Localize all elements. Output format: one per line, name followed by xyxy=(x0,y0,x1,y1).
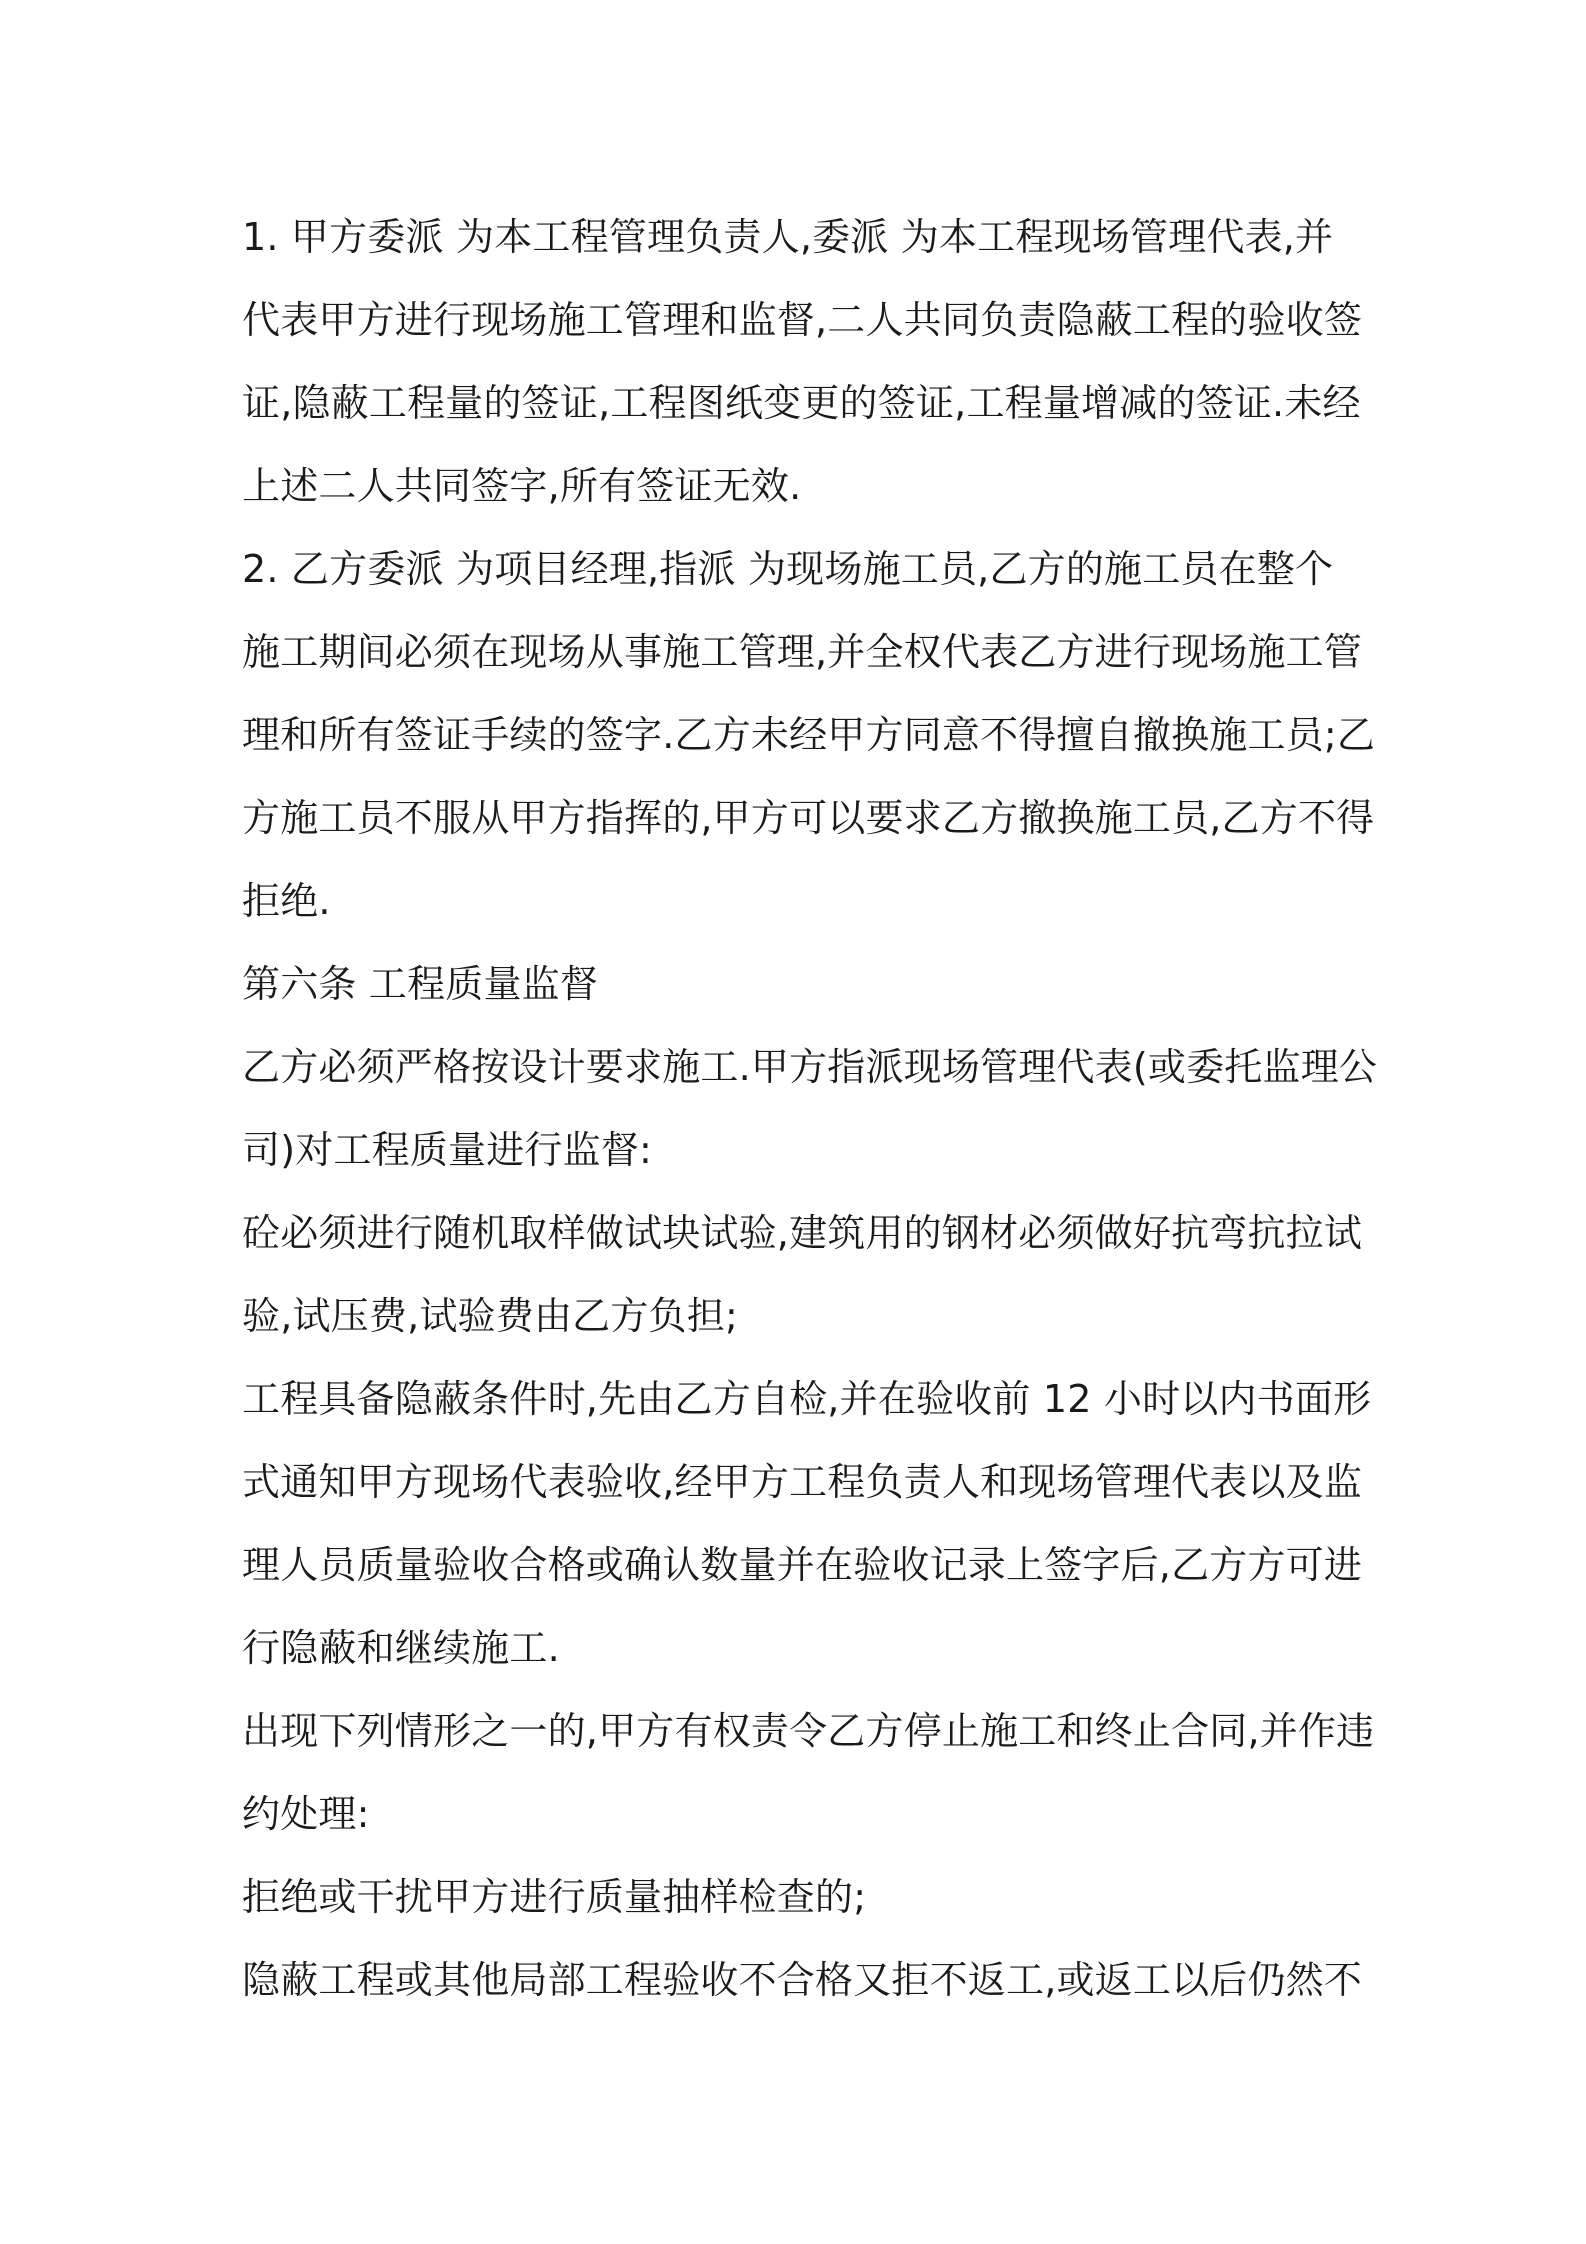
text-line: 式通知甲方现场代表验收,经甲方工程负责人和现场管理代表以及监 xyxy=(242,1460,1363,1504)
text-line: 工程具备隐蔽条件时,先由乙方自检,并在验收前 12 小时以内书面形 xyxy=(242,1377,1372,1421)
document-body xyxy=(242,196,1378,2022)
text-line: 代表甲方进行现场施工管理和监督,二人共同负责隐蔽工程的验收签 xyxy=(242,298,1363,342)
text-line: 出现下列情形之一的,甲方有权责令乙方停止施工和终止合同,并作违 xyxy=(242,1709,1375,1753)
text-line: 1. 甲方委派 为本工程管理负责人,委派 为本工程现场管理代表,并 xyxy=(242,215,1334,259)
text-line: 拒绝. xyxy=(242,879,331,923)
text-line: 施工期间必须在现场从事施工管理,并全权代表乙方进行现场施工管 xyxy=(242,630,1363,674)
text-line: 验,试压费,试验费由乙方负担; xyxy=(242,1294,738,1338)
text-line: 行隐蔽和继续施工. xyxy=(242,1626,560,1670)
text-line: 上述二人共同签字,所有签证无效. xyxy=(242,464,802,508)
text-line: 约处理: xyxy=(242,1792,370,1836)
text-line: 理和所有签证手续的签字.乙方未经甲方同意不得擅自撤换施工员;乙 xyxy=(242,713,1376,757)
text-line: 证,隐蔽工程量的签证,工程图纸变更的签证,工程量增减的签证.未经 xyxy=(242,381,1361,425)
text-line: 方施工员不服从甲方指挥的,甲方可以要求乙方撤换施工员,乙方不得 xyxy=(242,796,1375,840)
section-heading: 第六条 工程质量监督 xyxy=(242,962,599,1006)
text-line: 砼必须进行随机取样做试块试验,建筑用的钢材必须做好抗弯抗拉试 xyxy=(242,1211,1363,1255)
text-line: 理人员质量验收合格或确认数量并在验收记录上签字后,乙方方可进 xyxy=(242,1543,1363,1587)
text-line: 拒绝或干扰甲方进行质量抽样检查的; xyxy=(242,1875,867,1919)
text-line: 司)对工程质量进行监督: xyxy=(242,1128,653,1172)
text-line: 隐蔽工程或其他局部工程验收不合格又拒不返工,或返工以后仍然不 xyxy=(242,1958,1363,2002)
text-line: 2. 乙方委派 为项目经理,指派 为现场施工员,乙方的施工员在整个 xyxy=(242,547,1334,591)
text-line: 乙方必须严格按设计要求施工.甲方指派现场管理代表(或委托监理公 xyxy=(242,1045,1378,1089)
